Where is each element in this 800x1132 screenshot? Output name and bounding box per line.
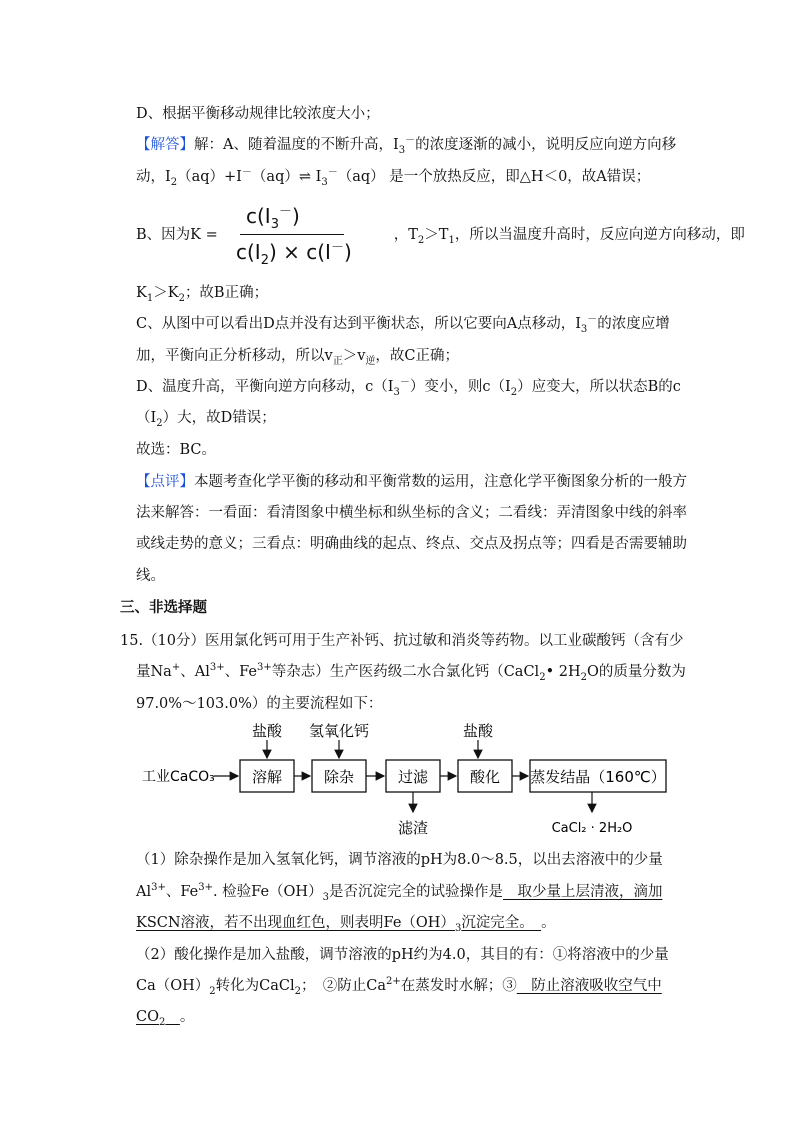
text-run: Al: [136, 884, 152, 900]
text-run: 15.（10分）医用氯化钙可用于生产补钙、抗过敏和消炎等药物。以工业碳酸钙（含有少: [120, 633, 684, 649]
answer-line: [136, 850, 663, 870]
subscript: 2: [209, 985, 216, 997]
question-line: [120, 631, 684, 651]
equilibrium-arrow: ⇌: [298, 169, 312, 185]
flow-byproduct: 滤渣: [397, 819, 429, 837]
superscript: 2+: [386, 976, 401, 988]
text-run: 量Na: [136, 664, 172, 680]
text-run: K: [136, 285, 147, 301]
text-run: 本题考查化学平衡的移动和平衡常数的运用，注意化学平衡图象分析的一般方: [194, 474, 687, 490]
text-run: ＞T: [424, 227, 449, 243]
text-run: 或线走势的意义；三看点：明确曲线的起点、终点、交点及拐点等；四看是否需要辅助: [136, 536, 687, 552]
answer-line: [136, 913, 556, 933]
text-run: 线。: [136, 568, 165, 584]
text-line: [136, 346, 459, 366]
text-run: 的浓度逐渐的减小，说明反应向逆方向移: [415, 137, 677, 153]
text-run: 在蒸发时水解；③: [400, 978, 517, 994]
text-line: [136, 283, 268, 303]
text-run: B、因为K =: [136, 227, 218, 243]
superscript: －: [587, 314, 598, 326]
fraction-bar: [240, 234, 344, 235]
text-run: 解：A、随着温度的不断升高，I: [194, 137, 399, 153]
equilibrium-constant-formula: [236, 200, 426, 270]
text-run: 是否沉淀完全的试验操作是: [328, 884, 503, 900]
text-run: （2）酸化操作是加入盐酸，调节溶液的pH约为4.0，其目的有：①将溶液中的少量: [136, 947, 669, 963]
text-run: （I: [136, 410, 157, 426]
flow-step-label: 过滤: [397, 768, 429, 786]
subscript: 3: [393, 386, 400, 398]
text-run: D、温度升高，平衡向逆方向移动，c（I: [136, 379, 394, 395]
answer-line: [136, 135, 676, 155]
formula-denominator: [236, 240, 352, 268]
text-run: c(I: [246, 204, 271, 228]
text-line: [136, 167, 650, 187]
formula-numerator: [246, 204, 300, 232]
subscript: 2: [260, 253, 269, 268]
review-line: [136, 472, 687, 492]
text-run: ): [343, 240, 352, 264]
superscript: －: [399, 377, 410, 389]
flow-input: 工业CaCO₃: [142, 769, 215, 785]
subscript: 1: [448, 234, 455, 246]
review-tag: 【点评】: [136, 474, 194, 490]
text-run: . 检验Fe（OH）: [212, 884, 323, 900]
text-run: 。: [541, 915, 556, 931]
underlined-answer: 取少量上层清液，滴加: [502, 884, 663, 900]
text-run: 三、非选择题: [120, 600, 207, 616]
text-run: Ca（OH）: [136, 978, 210, 994]
subscript: 2: [156, 417, 163, 429]
subscript: 2: [294, 985, 302, 997]
superscript: 3+: [198, 882, 213, 894]
subscript: 逆: [365, 355, 376, 367]
question-line: [136, 694, 382, 714]
subscript: 3: [321, 176, 328, 188]
text-run: 、Fe: [224, 664, 257, 680]
text-line: [136, 503, 687, 523]
flow-step-label: 蒸发结晶（160℃）: [530, 768, 666, 786]
text-run: ) × c(I: [268, 240, 331, 264]
section-title: [120, 598, 207, 618]
answer-line: [136, 1007, 194, 1027]
subscript: 1: [146, 292, 154, 304]
text-run: 等杂志）生产医药级二水合氯化钙（CaCl: [271, 664, 540, 680]
text-run: ）应变大，所以状态B的c: [517, 379, 681, 395]
text-run: ，所以当温度升高时，反应向逆方向移动，即: [454, 227, 745, 243]
text-run: ，T: [393, 227, 418, 243]
text-line: [136, 314, 670, 334]
subscript: 2: [178, 292, 185, 304]
subscript: 3: [454, 922, 462, 934]
flow-product: CaCl₂ · 2H₂O: [551, 821, 633, 836]
text-line: [136, 408, 276, 428]
text-line: [136, 440, 216, 460]
answer-line: [136, 882, 662, 902]
text-line: [136, 225, 745, 245]
text-line: [136, 534, 687, 554]
text-run: ＞v: [342, 348, 366, 364]
flow-step-label: 溶解: [251, 768, 283, 786]
superscript: －: [278, 204, 292, 220]
text-run: • 2H: [545, 664, 581, 680]
text-line: [136, 104, 380, 124]
text-run: 动，I: [136, 169, 171, 185]
superscript: 3+: [256, 662, 272, 674]
text-run: 。: [179, 1009, 195, 1025]
text-run: CO: [136, 1009, 159, 1025]
process-flow-diagram: [130, 718, 690, 842]
subscript: 3: [580, 323, 588, 335]
superscript: －: [405, 135, 416, 147]
text-run: ，故C正确；: [375, 348, 460, 364]
answer-tag: 【解答】: [136, 137, 194, 153]
subscript: 2: [539, 671, 546, 683]
text-run: ＞K: [153, 285, 179, 301]
text-run: C、从图中可以看出D点并没有达到平衡状态，所以它要向A点移动，I: [136, 316, 581, 332]
text-run: 的浓度应增: [597, 316, 670, 332]
answer-line: [136, 976, 662, 996]
text-run: （aq） 是一个放热反应，即△H＜0，故A错误；: [337, 169, 651, 185]
text-line: [136, 566, 165, 586]
question-line: [136, 662, 686, 682]
answer-line: [136, 945, 669, 965]
superscript: －: [241, 167, 252, 179]
text-run: ；故B正确；: [184, 285, 269, 301]
text-run: 97.0%～103.0%）的主要流程如下：: [136, 696, 383, 712]
flow-reagent: 盐酸: [462, 722, 494, 740]
text-run: 、Fe: [165, 884, 199, 900]
text-run: 故选：BC。: [136, 442, 217, 458]
text-run: [165, 1009, 180, 1025]
flow-step-label: 酸化: [469, 768, 501, 786]
text-run: 沉淀完全。: [461, 915, 542, 931]
text-run: ）大，故D错误；: [162, 410, 276, 426]
subscript: 正: [332, 355, 343, 367]
text-run: （1）除杂操作是加入氢氧化钙，调节溶液的pH为8.0～8.5，以出去溶液中的少量: [136, 852, 663, 868]
text-run: D、根据平衡移动规律比较浓度大小；: [136, 106, 380, 122]
text-run: ）变小，则c（I: [409, 379, 511, 395]
text-run: 法来解答：一看面：看清图象中横坐标和纵坐标的含义；二看线：弄清图象中线的斜率: [136, 505, 687, 521]
text-run: ): [292, 204, 300, 228]
subscript: 2: [417, 234, 425, 246]
superscript: 3+: [151, 882, 166, 894]
text-run: I: [311, 169, 322, 185]
text-run: 、Al: [180, 664, 210, 680]
superscript: －: [330, 240, 344, 256]
text-run: KSCN溶液，若不出现血红色，则表明Fe（OH）: [136, 915, 455, 931]
text-run: 转化为CaCl: [215, 978, 295, 994]
superscript: +: [171, 662, 181, 674]
text-run: （aq）: [251, 169, 299, 185]
text-run: c(I: [236, 240, 261, 264]
flow-step-label: 除杂: [323, 768, 355, 786]
subscript: 2: [158, 1016, 166, 1028]
underlined-answer: 防止溶液吸收空气中: [516, 978, 662, 994]
text-run: O的质量分数为: [586, 664, 686, 680]
text-run: （aq）+I: [177, 169, 242, 185]
subscript: 2: [510, 386, 518, 398]
flow-reagent: 盐酸: [251, 722, 283, 740]
subscript: 2: [580, 671, 587, 683]
superscript: 3+: [209, 662, 225, 674]
subscript: 2: [170, 176, 178, 188]
underlined-answer: [136, 1009, 180, 1028]
subscript: 3: [270, 217, 279, 232]
subscript: 3: [322, 891, 329, 903]
text-line: [136, 377, 681, 397]
text-run: 加，平衡向正分析移动，所以v: [136, 348, 333, 364]
subscript: 3: [398, 144, 406, 156]
flow-reagent: 氢氧化钙: [308, 722, 370, 740]
superscript: －: [327, 167, 338, 179]
underlined-answer: [136, 915, 542, 934]
text-run: ； ②防止Ca: [301, 978, 387, 994]
